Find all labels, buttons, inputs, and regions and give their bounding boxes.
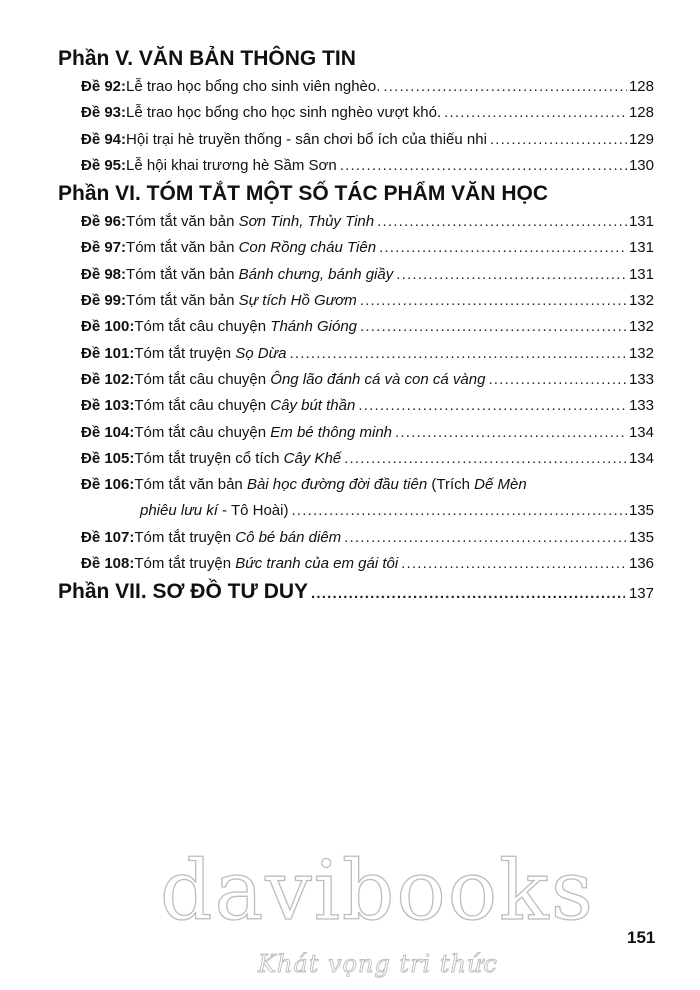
entry-number: Đề 98:: [81, 265, 127, 283]
toc-entry: [58, 551, 654, 577]
dot-leader: [344, 525, 627, 551]
work-title: Bài học đường đời đầu tiên: [246, 476, 428, 494]
entry-page: 128: [628, 78, 654, 95]
entry-page: 134: [628, 423, 654, 441]
entry-text: Lễ hội khai trương hè Sầm Sơn: [126, 156, 337, 174]
toc-entry: [58, 74, 654, 100]
work-title: Cây bút thần: [270, 397, 356, 415]
entry-text: Tóm tắt truyện Sọ Dừa: [134, 344, 287, 362]
work-title: Dế Mèn: [474, 476, 527, 494]
work-title: Sự tích Hồ Gươm: [238, 292, 357, 310]
toc-entry-106-line1: [58, 472, 654, 498]
work-title: Ông lão đánh cá và con cá vàng: [270, 370, 486, 388]
part-5-heading: [58, 44, 654, 74]
entry-number: Đề 100:: [81, 318, 135, 336]
dot-leader: [344, 446, 627, 472]
entry-page: 131: [628, 239, 654, 257]
entry-number: Đề 103:: [81, 397, 135, 415]
entry-number: Đề 93:: [81, 104, 127, 122]
entry-page: 134: [628, 449, 654, 467]
work-title: Sơn Tinh, Thủy Tinh: [238, 213, 375, 231]
entry-page: 129: [628, 130, 654, 148]
dot-leader: [383, 74, 627, 100]
entry-number: Đề 105:: [81, 449, 135, 467]
entry-text: Tóm tắt câu chuyện Thánh Gióng: [134, 318, 358, 336]
dot-leader: [360, 314, 627, 340]
entry-number: Đề 104:: [81, 423, 135, 441]
entry-text: Lễ trao học bổng cho học sinh nghèo vượt khó.: [126, 104, 442, 122]
entry-number: Đề 92:: [81, 78, 127, 95]
entry-page: 132: [628, 318, 654, 336]
dot-leader: [444, 100, 627, 126]
entry-number: Đề 101:: [81, 344, 135, 362]
toc-entry: [58, 235, 654, 261]
dot-leader: [311, 579, 625, 609]
entry-text: Tóm tắt văn bản Sơn Tinh, Thủy Tinh: [126, 213, 375, 231]
entry-page: 128: [628, 104, 654, 122]
entry-number: Đề 108:: [81, 555, 135, 573]
entry-number: Đề 94:: [81, 130, 127, 148]
toc-entry: [58, 367, 654, 393]
entry-page: 135: [628, 502, 654, 520]
entry-text: Tóm tắt truyện Cô bé bán diêm: [134, 528, 342, 546]
page-number: 151: [627, 928, 656, 947]
dot-leader: [360, 288, 627, 314]
part-title: Phần V. VĂN BẢN THÔNG TIN: [58, 47, 356, 70]
dot-leader: [490, 127, 627, 153]
entry-text: Tóm tắt văn bản Sự tích Hồ Gươm: [126, 292, 357, 310]
work-title: Con Rồng cháu Tiên: [238, 239, 377, 257]
entry-number: Đề 97:: [81, 239, 127, 257]
entry-page: 136: [628, 555, 654, 573]
work-title: Sọ Dừa: [235, 344, 287, 362]
entry-number: Đề 96:: [81, 213, 127, 231]
entry-page: 137: [628, 585, 654, 603]
entry-number: Đề 95:: [81, 156, 127, 174]
dot-leader: [289, 341, 627, 367]
dot-leader: [395, 420, 627, 446]
work-title: Cô bé bán diêm: [235, 528, 342, 546]
entry-number: Đề 107:: [81, 528, 135, 546]
entry-page: 133: [628, 370, 654, 388]
dot-leader: [488, 367, 627, 393]
dot-leader: [379, 235, 627, 261]
toc-entry: [58, 446, 654, 472]
entry-page: 132: [628, 292, 654, 310]
entry-text: Tóm tắt truyện cổ tích Cây Khế: [134, 449, 342, 467]
part-title: Phần VII. SƠ ĐỒ TƯ DUY: [58, 580, 309, 604]
entry-page: 131: [628, 213, 654, 231]
toc-entry-106-line2: [58, 498, 654, 524]
entry-text: Tóm tắt văn bản Bài học đường đời đầu tiên (Trích Dế Mèn: [134, 476, 527, 494]
entry-page: 133: [628, 397, 654, 415]
entry-number: Đề 102:: [81, 370, 135, 388]
entry-page: 135: [628, 528, 654, 546]
toc-entry: [58, 127, 654, 153]
toc-entry: [58, 341, 654, 367]
entry-text: Hội trại hè truyền thống - sân chơi bổ ích của thiếu nhi: [126, 130, 487, 148]
watermark-slogan: Khát vọng tri thức: [258, 950, 498, 978]
entry-page: 131: [628, 265, 654, 283]
work-title: Bức tranh của em gái tôi: [235, 555, 399, 573]
entry-number: Đề 106:: [81, 476, 135, 494]
work-title: Bánh chưng, bánh giầy: [238, 265, 394, 283]
entry-text: Tóm tắt câu chuyện Cây bút thần: [134, 397, 356, 415]
dot-leader: [291, 498, 627, 524]
entry-text: Tóm tắt câu chuyện Em bé thông minh: [134, 423, 393, 441]
dot-leader: [401, 551, 627, 577]
toc-entry: [58, 314, 654, 340]
work-title: phiêu lưu kí: [140, 502, 218, 520]
table-of-contents: [58, 44, 654, 609]
entry-text: Tóm tắt văn bản Bánh chưng, bánh giầy: [126, 265, 394, 283]
work-title: Cây Khế: [283, 449, 342, 467]
part-title: Phần VI. TÓM TẮT MỘT SỐ TÁC PHẨM VĂN HỌC: [58, 182, 548, 206]
dot-leader: [340, 153, 627, 179]
entry-number: Đề 99:: [81, 292, 127, 310]
toc-entry: [58, 420, 654, 446]
toc-entry: [58, 100, 654, 126]
entry-text: phiêu lưu kí - Tô Hoài): [140, 502, 289, 520]
entry-text: Tóm tắt văn bản Con Rồng cháu Tiên: [126, 239, 377, 257]
dot-leader: [358, 393, 627, 419]
part-7-heading: [58, 577, 654, 609]
work-title: Em bé thông minh: [270, 423, 393, 441]
dot-leader: [377, 209, 627, 235]
toc-entry: [58, 153, 654, 179]
watermark-brand: davibooks: [160, 844, 595, 939]
toc-entry: [58, 525, 654, 551]
dot-leader: [396, 262, 627, 288]
entry-text: Tóm tắt câu chuyện Ông lão đánh cá và con cá vàng: [134, 370, 486, 388]
entry-page: 130: [628, 156, 654, 174]
toc-entry: [58, 262, 654, 288]
entry-page: 132: [628, 344, 654, 362]
entry-text: Tóm tắt truyện Bức tranh của em gái tôi: [134, 555, 399, 573]
part-6-heading: [58, 179, 654, 209]
toc-entry: [58, 288, 654, 314]
toc-entry: [58, 209, 654, 235]
toc-entry: [58, 393, 654, 419]
work-title: Thánh Gióng: [270, 318, 358, 336]
entry-text: Lễ trao học bổng cho sinh viên nghèo.: [126, 78, 381, 95]
